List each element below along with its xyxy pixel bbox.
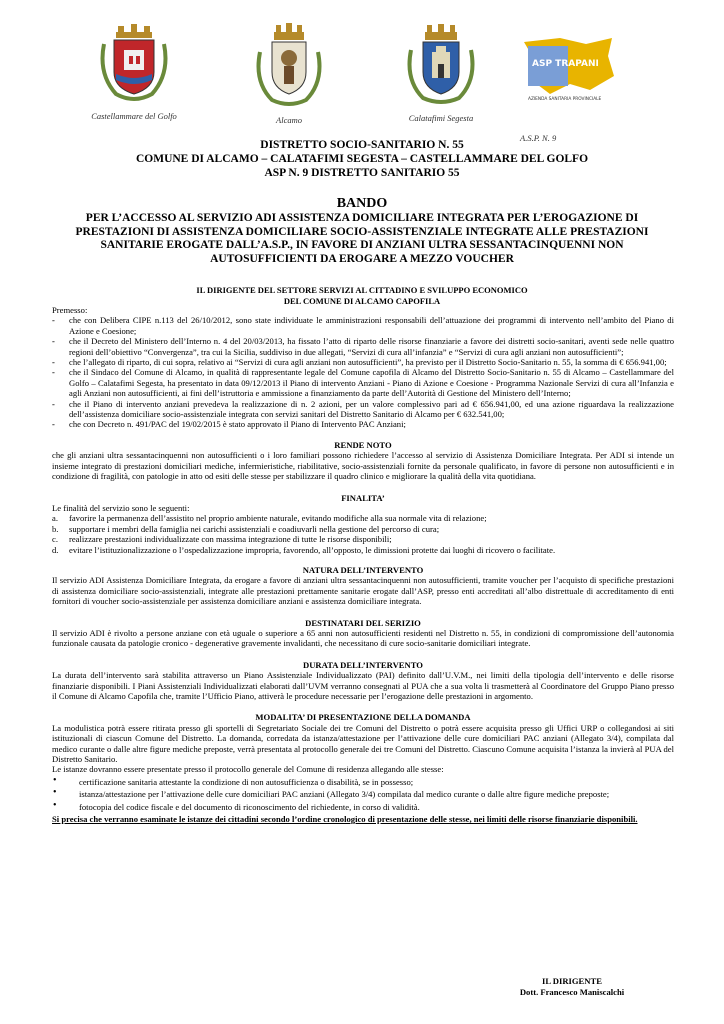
durata-text: La durata dell’intervento sarà stabilita attraverso un Piano Assistenziale Individualizzato (PAI) definito dall’U.V.M., nei limiti della tipologia dell’intervento e delle risorse finanziarie disponibili. I Piani Assistenziali Individualizzati elaborati dall’UVM verranno consegnati al PUA che a sua volta li trasmetterà al Coordinatore del Gruppo Piano presso il Comune di Alcamo Capofila che, tramite l’Ufficio Piano, attiverà le procedure necessarie per l’erogazione delle prestazioni in argomento. bbox=[52, 670, 674, 701]
rende-noto-text: che gli anziani ultra sessantacinquenni non autosufficienti o i loro familiari possono richiedere l’accesso al servizio di Assistenza Domiciliare Integrata. Per ADI si intende un insieme integrato di prestazioni domiciliari mediche, infermieristiche, riabilitative, socio-assistenziali fornite da personale qualificato, in favore di persone non autosufficienti e in condizione di fragilità, con patologie in atto od esiti delle stesse per stabilizzare il quadro clinico e migliorare la qualità della vita quotidiana. bbox=[52, 450, 674, 482]
premesso-item: - che il Sindaco del Comune di Alcamo, in qualità di rappresentante legale del Comune capofila di Alcamo del Distretto Socio-Sanitario n. 55 di Alcamo – Castellammare del Golfo – Calatafimi Segesta, ha presentato in data 09/12/2013 il Piano di intervento Anziani - Piano di Azione e Coesione - Programma Nazionale Servizi di cura all’Infanzia e agli Anziani non autosufficienti, ai fini dell’istruttoria e ammissione a finanziamento da parte dell’Autorità di Gestione del Ministero dell’Interno; bbox=[52, 367, 674, 399]
premesso-item-text: che con Decreto n. 491/PAC del 19/02/2015 è stato approvato il Piano di Intervento PAC Anziani; bbox=[69, 419, 406, 430]
document-body bbox=[52, 305, 674, 824]
finalita-item-text: favorire la permanenza dell’assistito nel proprio ambiente naturale, evitando modifiche alla sua normale vita di relazione; bbox=[69, 513, 487, 524]
section-title: DURATA DELL’INTERVENTO bbox=[303, 659, 423, 670]
modalita-bullet: • fotocopia del codice fiscale e del documento di riconoscimento del richiedente, in corso di validità. bbox=[53, 799, 420, 812]
signature-name: Dott. Francesco Maniscalchi bbox=[519, 987, 625, 997]
premesso-item: - che con Delibera CIPE n.113 del 26/10/2012, sono state individuate le amministrazioni responsabili dell’attuazione dei programmi di intervento nell’ambito del Piano di Azione e Coesione; bbox=[52, 315, 674, 336]
premesso-item-text: che il Piano di intervento anziani prevedeva la realizzazione di n. 2 azioni, per un valore complessivo pari ad € 656.941,00, ed una azione riguardava la realizzazione dell’assistenza domiciliare socio-assistenziale integrata con servizi sanitari del Distretto Sanitario di Alcamo per € 632.541,00; bbox=[69, 398, 674, 420]
alcamo-crest bbox=[244, 22, 334, 125]
dirigente-line: IL DIRIGENTE DEL SETTORE SERVIZI AL CITTADINO E SVILUPPO ECONOMICO bbox=[196, 285, 528, 295]
modalita-bullet-text: istanza/attestazione per l’attivazione delle cure domiciliari PAC anziani (Allegato 3/4) compilata dal medico curante o dalle altre figure mediche preposte; bbox=[79, 789, 610, 800]
bando-subtitle bbox=[0, 212, 724, 266]
premesso-item-text: che l’allegato di riparto, di cui sopra, relativo ai “Servizi di cura agli anziani non autosufficienti”, ha previsto per il Distretto Socio-Sanitario n. 55, la somma di € 656.941,00; bbox=[69, 357, 667, 368]
section-title: RENDE NOTO bbox=[334, 439, 392, 450]
premesso-item: - che il Decreto del Ministero dell’Interno n. 4 del 20/03/2013, ha fissato l’atto di riparto delle risorse finanziarie a favore dei distretti socio-sanitari, aventi sede nelle quattro regioni dell’obiettivo “Convergenza”, tra cui la Sicilia, suddiviso in due allegati, “Servizi di cura all’infanzia” e “Servizi di cura agli anziani non autosufficienti”; bbox=[52, 336, 674, 357]
castellammare-crest-image bbox=[96, 24, 172, 104]
finalita-item: c. realizzare prestazioni individualizzate con massima integrazione di tutte le risorse disponibili; bbox=[52, 534, 392, 545]
finalita-item-text: realizzare prestazioni individualizzate con massima integrazione di tutte le risorse disponibili; bbox=[69, 534, 392, 545]
dirigente-line: DEL COMUNE DI ALCAMO CAPOFILA bbox=[283, 295, 441, 306]
notice-text: Si precisa che verranno esaminate le istanze dei cittadini secondo l’ordine cronologico di presentazione delle stesse, nei limiti delle risorse finanziarie disponibili. bbox=[52, 814, 638, 825]
header-line: DISTRETTO SOCIO-SANITARIO N. 55 bbox=[260, 139, 464, 151]
premesso-item-text: che con Delibera CIPE n.113 del 26/10/2012, sono state individuate le amministrazioni responsabili dell’attuazione dei programmi di intervento nell’ambito del Piano di Azione e Coesione; bbox=[69, 315, 674, 336]
section-title: MODALITA’ DI PRESENTAZIONE DELLA DOMANDA bbox=[255, 712, 471, 723]
section-title: FINALITA’ bbox=[341, 492, 385, 503]
premesso-item-text: che il Decreto del Ministero dell’Interno n. 4 del 20/03/2013, ha fissato l’atto di riparto delle risorse finanziarie a favore dei distretti socio-sanitari, aventi sede nelle quattro regioni dell’obiettivo “Convergenza”, tra cui la Sicilia, suddiviso in due allegati, “Servizi di cura all’infanzia” e “Servizi di cura agli anziani non autosufficienti”; bbox=[69, 336, 674, 357]
bando-line: AUTOSUFFICIENTI DA EROGARE A MEZZO VOUCHER bbox=[210, 252, 514, 265]
premesso-item-text: che il Sindaco del Comune di Alcamo, in qualità di rappresentante legale del Comune capofila di Alcamo del Distretto Socio-Sanitario n. 55 di Alcamo – Castellammare del Golfo – Calatafimi Segesta, ha presentato in data 09/12/2013 il Piano di intervento Anziani - Piano di Azione e Coesione - Programma Nazionale Servizi di cura all’Infanzia e agli Anziani non autosufficienti, ai fini dell’istruttoria e ammissione a finanziamento da parte dell’Autorità di Gestione del Ministero dell’Interno; bbox=[69, 367, 674, 399]
modalita-bullet: • istanza/attestazione per l’attivazione delle cure domiciliari PAC anziani (Allegato 3/4) compilata dal medico curante o dalle altre figure mediche preposte; bbox=[53, 787, 610, 800]
premesso-item: - che con Decreto n. 491/PAC del 19/02/2015 è stato approvato il Piano di Intervento PAC Anziani; bbox=[52, 419, 406, 430]
signature-block bbox=[472, 976, 672, 998]
finalita-item-text: evitare l’istituzionalizzazione o l’ospedalizzazione impropria, favorendo, all’opposto, le dimissioni protette dai luoghi di ricovero o facilitate. bbox=[69, 544, 556, 555]
premesso-label: Premesso: bbox=[52, 305, 88, 315]
signature-title: IL DIRIGENTE bbox=[542, 976, 602, 986]
bando-line: SANITARIE EROGATE DALL’A.S.P., IN FAVORE DI ANZIANI ULTRA SESSANTACINQUENNI NON bbox=[100, 239, 624, 251]
modalita-bullet: • certificazione sanitaria attestante la condizione di non autosufficienza o disabilità, se in possesso; bbox=[53, 774, 414, 787]
asp-trapani-logo bbox=[518, 36, 618, 143]
calatafimi-crest-image bbox=[405, 24, 477, 106]
finalita-intro: Le finalità del servizio sono le seguenti: bbox=[52, 502, 190, 513]
modalita-bullet-text: fotocopia del codice fiscale e del documento di riconoscimento del richiedente, in corso di validità. bbox=[79, 801, 420, 812]
logo-bar bbox=[0, 24, 724, 143]
premesso-item: - che l’allegato di riparto, di cui sopra, relativo ai “Servizi di cura agli anziani non autosufficienti”, ha previsto per il Distretto Socio-Sanitario n. 55, la somma di € 656.941,00; bbox=[52, 357, 667, 368]
dirigente-header bbox=[0, 285, 724, 306]
castellammare-crest bbox=[84, 24, 184, 121]
modalita-bullet-text: certificazione sanitaria attestante la condizione di non autosufficienza o disabilità, se in possesso; bbox=[79, 776, 414, 787]
premesso-item: - che il Piano di intervento anziani prevedeva la realizzazione di n. 2 azioni, per un valore complessivo pari ad € 656.941,00, ed una azione riguardava la realizzazione dell’assistenza domiciliare socio-assistenziale integrata con servizi sanitari del Distretto Sanitario di Alcamo per € 632.541,00; bbox=[52, 398, 674, 420]
calatafimi-crest bbox=[396, 24, 486, 123]
section-title: NATURA DELL’INTERVENTO bbox=[302, 564, 424, 575]
finalita-item: b. supportare i membri della famiglia nei carichi assistenziali e coadiuvarli nella gestione del percorso di cura; bbox=[52, 523, 440, 534]
bando-line: PRESTAZIONI DI ASSISTENZA DOMICILIARE SOCIO-ASSISTENZIALE INTEGRATE ALLE PRESTAZIONI bbox=[75, 225, 649, 238]
asp-trapani-logo-image bbox=[520, 36, 616, 106]
district-header bbox=[0, 138, 724, 180]
bando-title: BANDO bbox=[336, 196, 388, 211]
logo-caption: A.S.P. N. 9 bbox=[520, 133, 557, 143]
finalita-item: d. evitare l’istituzionalizzazione o l’ospedalizzazione impropria, favorendo, all’opposto, le dimissioni protette dai luoghi di ricovero o facilitate. bbox=[52, 544, 556, 555]
logo-caption: Calatafimi Segesta bbox=[408, 113, 474, 123]
asp-logo-subtitle: AZIENDA SANITARIA PROVINCIALE bbox=[528, 97, 602, 102]
section-title: DESTINATARI DEL SERIZIO bbox=[305, 617, 421, 628]
asp-logo-text: ASP TRAPANI bbox=[532, 59, 599, 69]
logo-caption: Alcamo bbox=[276, 115, 302, 125]
modalita-intro: Le istanze dovranno essere presentate presso il protocollo generale del Comune di residenza allegando alle stesse: bbox=[52, 764, 444, 775]
logo-caption: Castellammare del Golfo bbox=[91, 111, 177, 121]
modalita-text: La modulistica potrà essere ritirata presso gli sportelli di Segretariato Sociale dei tre Comuni del Distretto o potrà essere acquisita presso gli Uffici URP o collegandosi ai siti istituzionali di ciascun Comune del Distretto. La domanda, corredata da istanza/attestazione per l’attivazione delle cure domiciliari PAC anziani (Allegato 3/4), compilata dal medico curante o dalle altre figure mediche preposte, verrà presentata al protocollo generale dei tre Comuni del Distretto. Ciascuno Comune acquisita l’istanza la invierà al PUA del Distretto Sanitario. bbox=[52, 722, 674, 765]
finalita-item: a. favorire la permanenza dell’assistito nel proprio ambiente naturale, evitando modifiche alla sua normale vita di relazione; bbox=[52, 513, 487, 524]
destinatari-text: Il servizio ADI è rivolto a persone anziane con età uguale o superiore a 65 anni non autosufficienti residenti nel Distretto n. 55, in condizioni di compromissione dell’autonomia funzionale causata da patologie cronico - degenerative gravemente invalidanti, che necessitano di cure socio-sanitarie domiciliari integrate. bbox=[52, 627, 674, 649]
header-line: COMUNE DI ALCAMO – CALATAFIMI SEGESTA – CASTELLAMMARE DEL GOLFO bbox=[135, 153, 589, 165]
finalita-item-text: supportare i membri della famiglia nei carichi assistenziali e coadiuvarli nella gestione del percorso di cura; bbox=[69, 523, 440, 534]
natura-text: Il servizio ADI Assistenza Domiciliare Integrata, da erogare a favore di anziani ultra sessantacinquenni non autosufficienti, tramite voucher per l’acquisto di specifiche prestazioni di assistenza domiciliare socio-assistenziali, integrate alle prestazioni prettamente sanitarie erogate dall’ASP, presso enti accreditati all’albo distrettuale di accreditamento di enti fornitori di voucher socio-assistenziale per assistenza domiciliare anziani e assistenza domiciliare integrata. bbox=[52, 575, 674, 607]
header-line: ASP N. 9 DISTRETTO SANITARIO 55 bbox=[264, 167, 460, 179]
alcamo-crest-image bbox=[254, 22, 324, 108]
bando-line: PER L’ACCESSO AL SERVIZIO ADI ASSISTENZA DOMICILIARE INTEGRATA PER L’EROGAZIONE DI bbox=[85, 212, 639, 224]
